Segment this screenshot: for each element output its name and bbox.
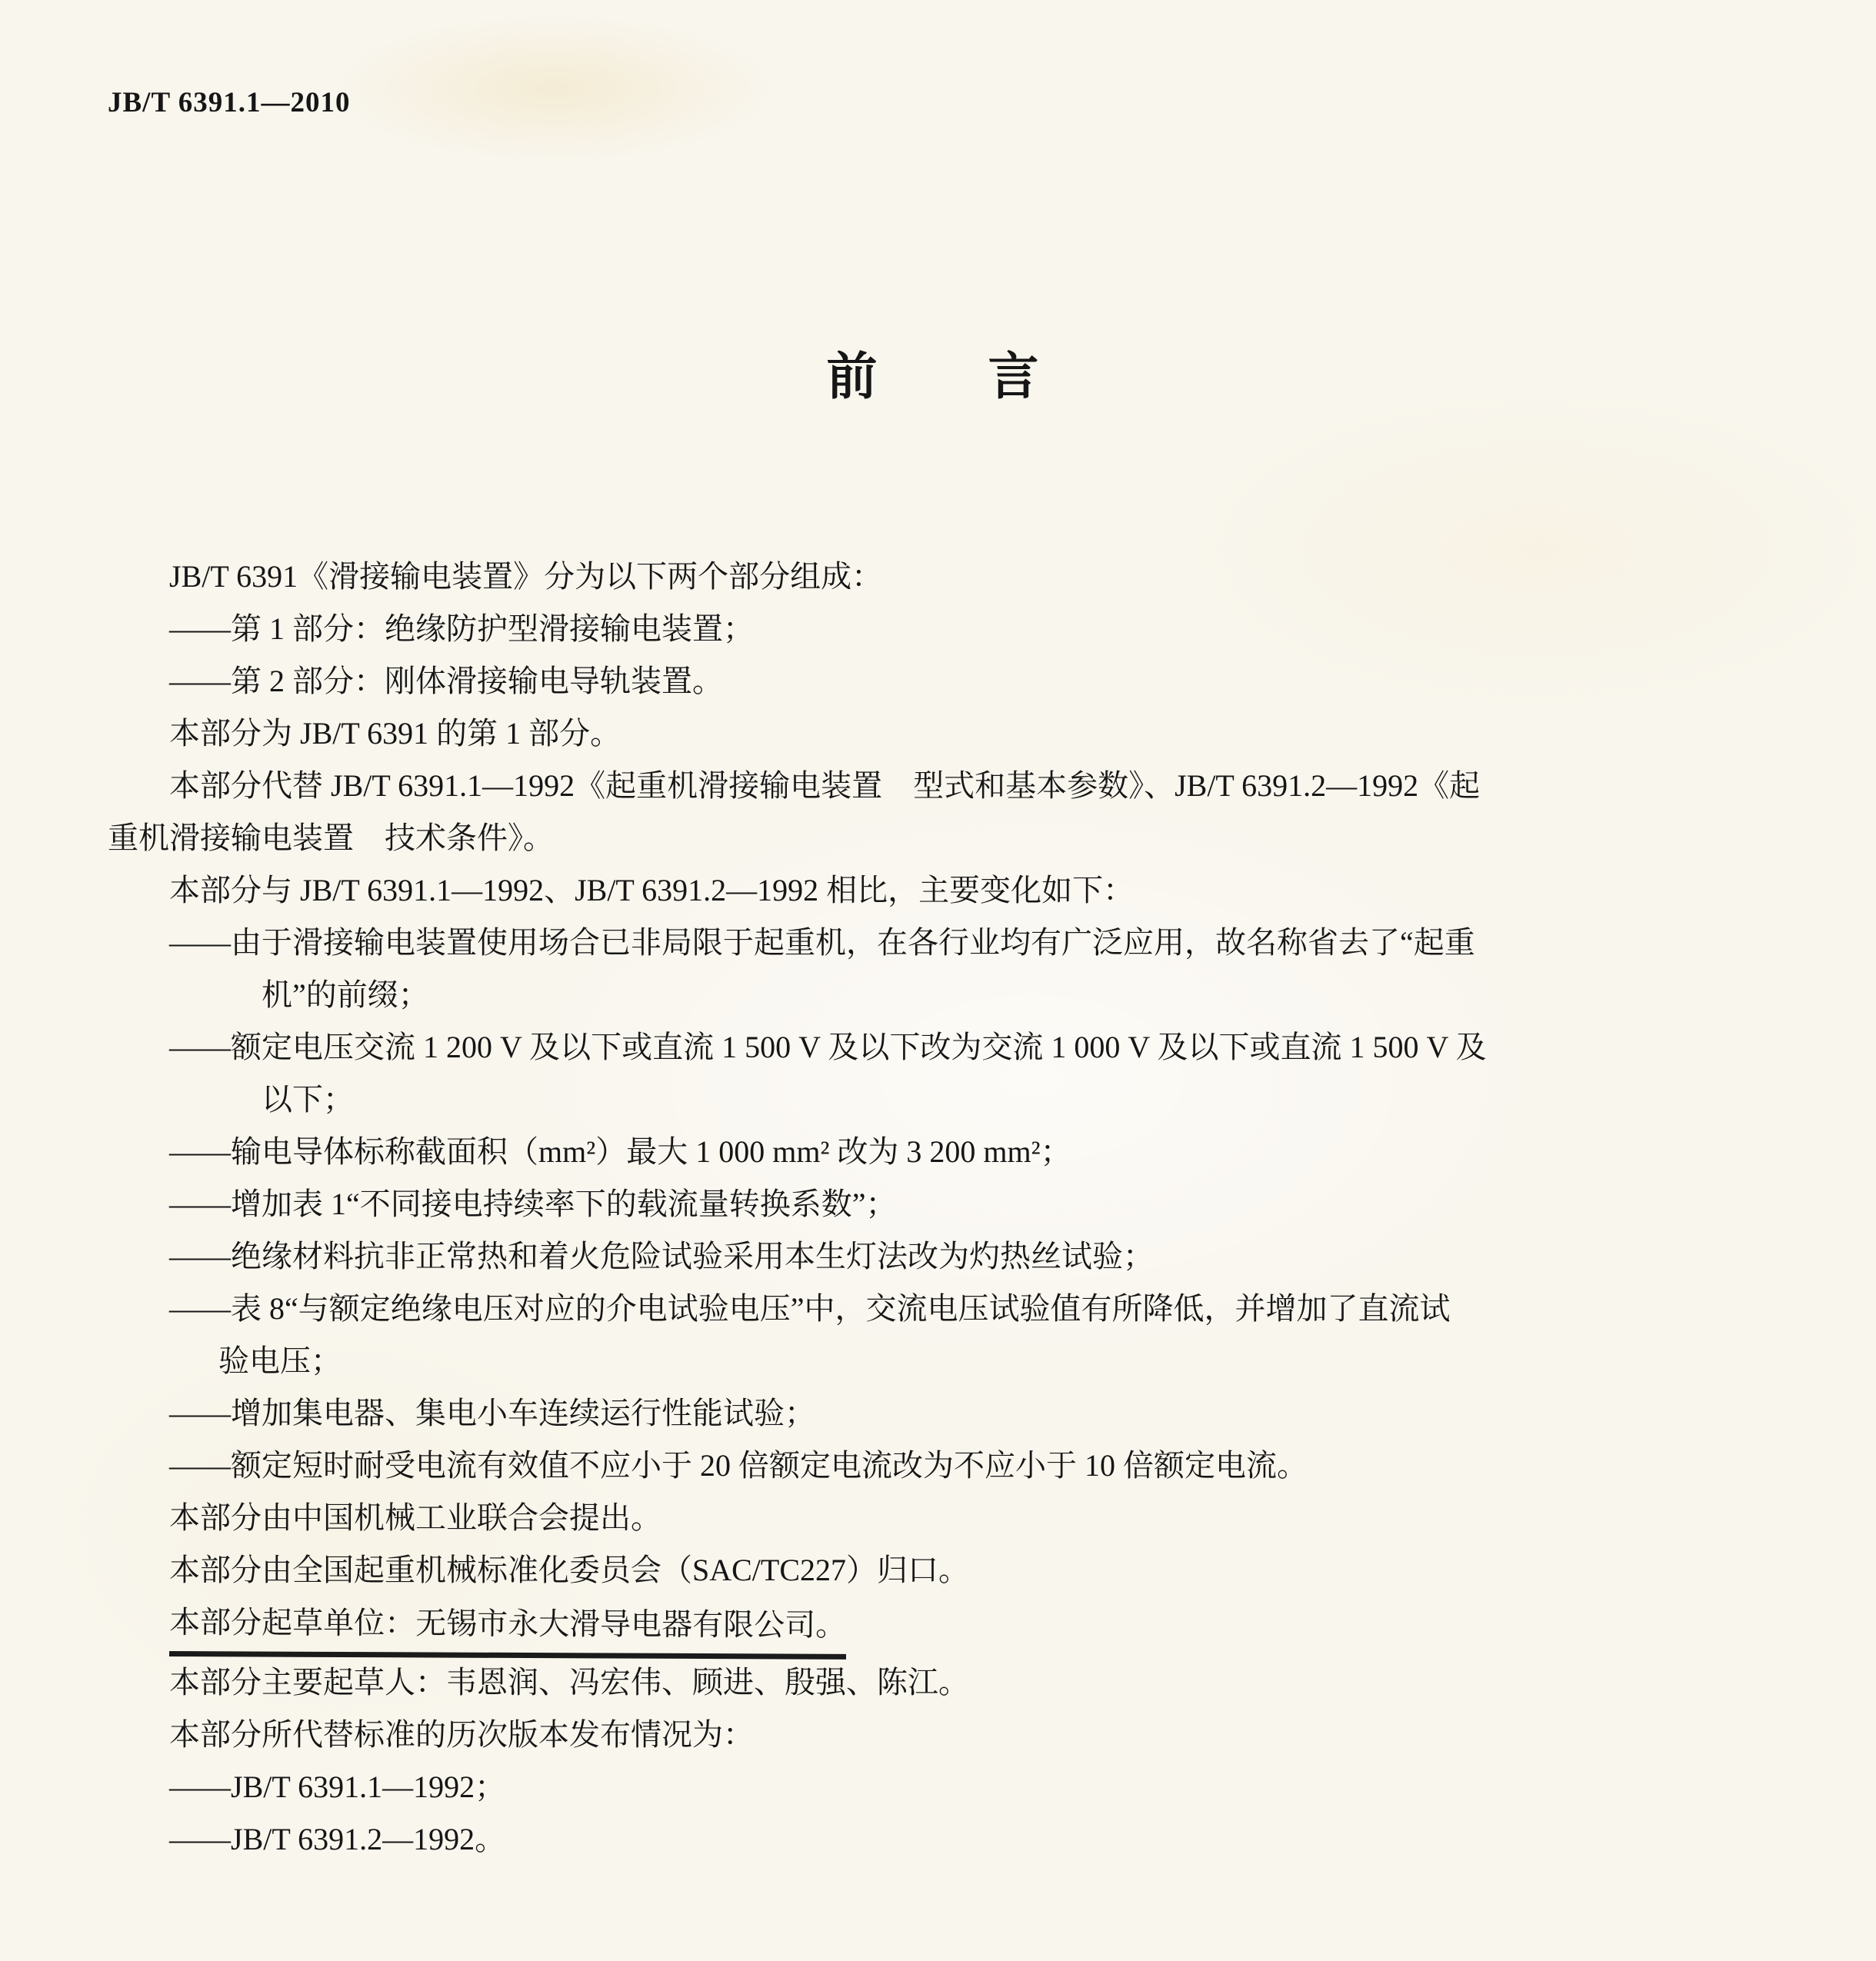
- text-line: 本部分由全国起重机械标准化委员会（SAC/TC227）归口。: [169, 1553, 970, 1587]
- text-line: 重机滑接输电装置 技术条件》。: [108, 821, 554, 855]
- page-title: 前 言: [826, 349, 1042, 405]
- text-line: ——增加表 1“不同接电持续率下的载流量转换系数”；: [169, 1187, 897, 1221]
- text-line: ——第 1 部分：绝缘防护型滑接输电装置；: [169, 611, 754, 646]
- text-line: ——JB/T 6391.2—1992。: [169, 1822, 506, 1856]
- text-line: ——第 2 部分：刚体滑接输电导轨装置。: [169, 664, 723, 698]
- text-line: ——表 8“与额定绝缘电压对应的介电试验电压”中，交流电压试验值有所降低，并增加了直流试: [169, 1291, 1451, 1326]
- text-line: 本部分由中国机械工业联合会提出。: [169, 1500, 661, 1535]
- text-line: ——增加集电器、集电小车连续运行性能试验；: [169, 1396, 815, 1430]
- text-line: 本部分代替 JB/T 6391.1—1992《起重机滑接输电装置 型式和基本参数》、JB/T 6391.2—1992《起: [169, 768, 1481, 803]
- text-line: ——绝缘材料抗非正常热和着火危险试验采用本生灯法改为灼热丝试验；: [169, 1239, 1154, 1273]
- text-line: [108, 1596, 1761, 1656]
- text-line: ——输电导体标称截面积（mm²）最大 1 000 mm² 改为 3 200 mm²；: [169, 1134, 1071, 1169]
- underlined-text: 本部分起草单位：无锡市永大滑导电器有限公司。: [169, 1596, 846, 1660]
- text-line: JB/T 6391《滑接输电装置》分为以下两个部分组成：: [169, 559, 883, 594]
- document-body: [108, 551, 1761, 1866]
- text-line: ——额定电压交流 1 200 V 及以下或直流 1 500 V 及以下改为交流 1 000 V 及以下或直流 1 500 V 及: [169, 1030, 1487, 1064]
- text-line: ——JB/T 6391.1—1992；: [169, 1770, 506, 1804]
- text-line: ——由于滑接输电装置使用场合已非局限于起重机，在各行业均有广泛应用，故名称省去了“起重: [169, 925, 1475, 960]
- text-line: 机”的前缀；: [262, 977, 429, 1012]
- text-line: 本部分主要起草人：韦恩润、冯宏伟、顾进、殷强、陈江。: [169, 1665, 969, 1700]
- text-line: ——额定短时耐受电流有效值不应小于 20 倍额定电流改为不应小于 10 倍额定电流。: [169, 1448, 1308, 1483]
- text-line: 本部分与 JB/T 6391.1—1992、JB/T 6391.2—1992 相比，主要变化如下：: [169, 873, 1135, 907]
- standard-number: JB/T 6391.1—2010: [108, 87, 351, 118]
- text-line: 以下；: [262, 1082, 354, 1117]
- text-line: 本部分所代替标准的历次版本发布情况为：: [169, 1717, 754, 1752]
- text-line: 本部分为 JB/T 6391 的第 1 部分。: [169, 716, 621, 751]
- text-line: 验电压；: [218, 1343, 342, 1378]
